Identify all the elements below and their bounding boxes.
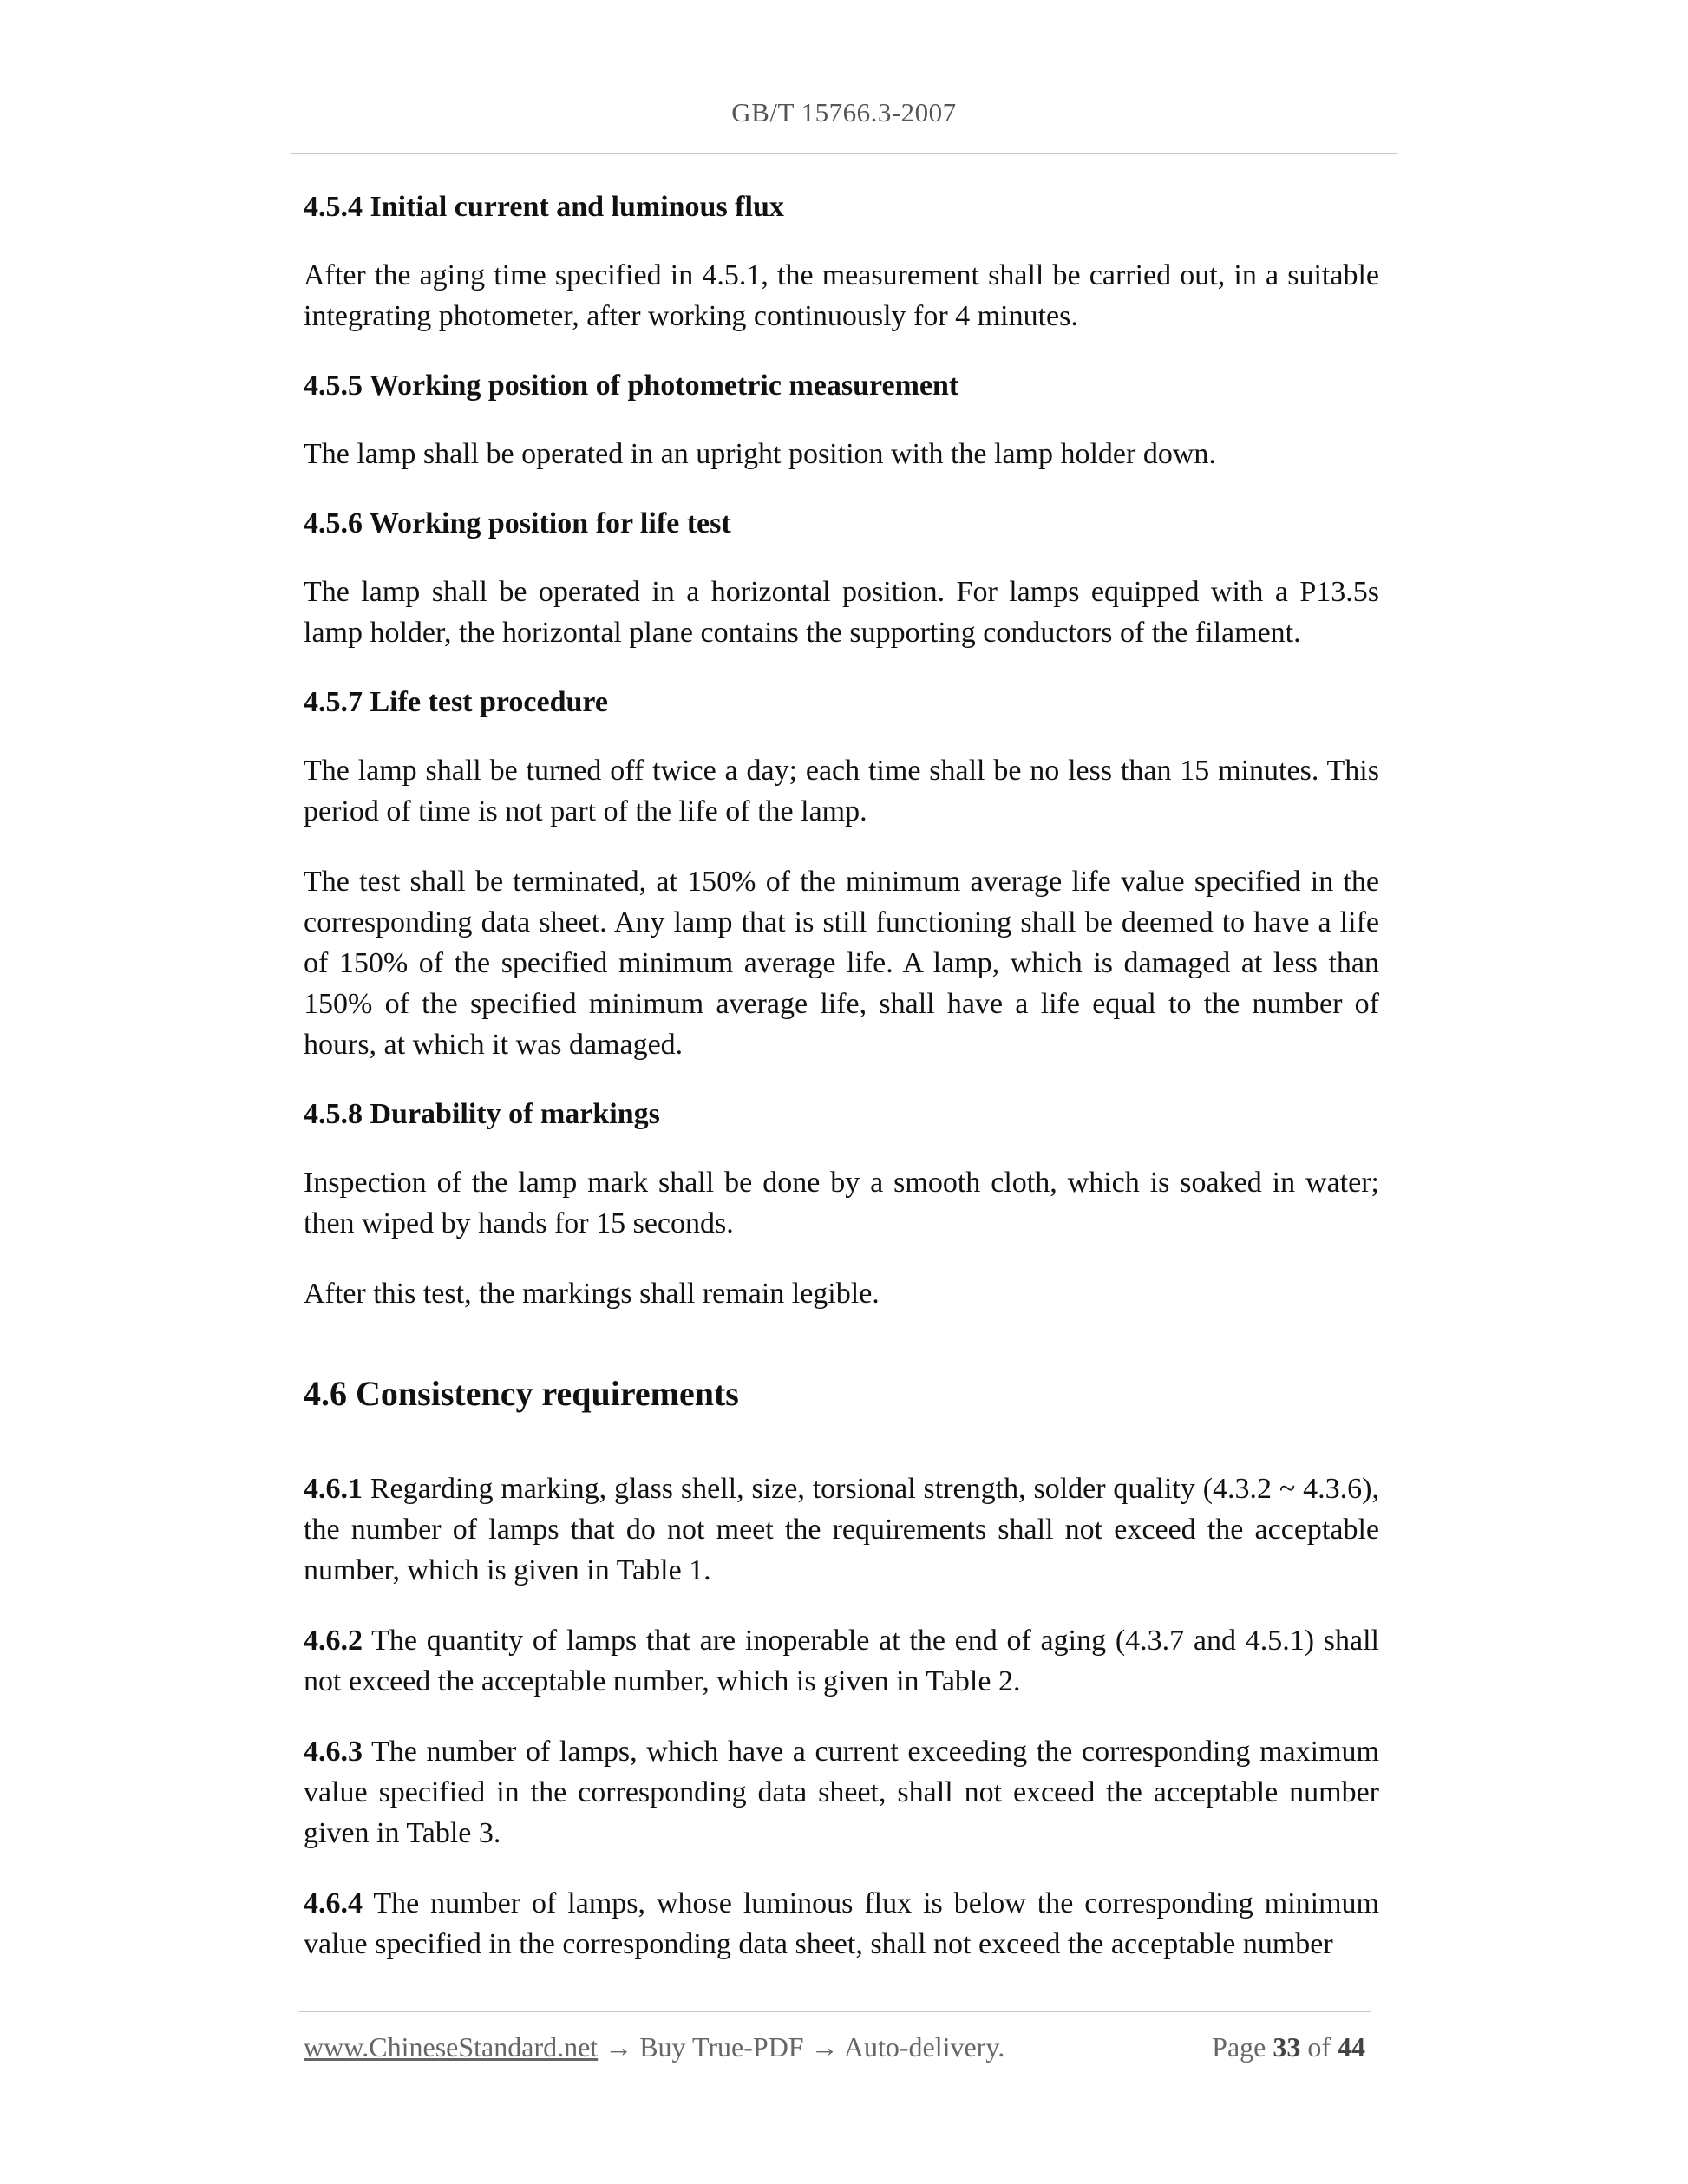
section-heading: 4.5.7 Life test procedure	[304, 686, 608, 718]
footer-promo	[304, 2031, 1004, 2063]
page-label: Page	[1212, 2031, 1266, 2063]
clause-text: The number of lamps, which have a current exceeding the corresponding maximum value specified in the corresponding data sheet, shall not exceed the acceptable number given in Table 3.	[304, 1736, 1379, 1849]
clause-text: The quantity of lamps that are inoperable at the end of aging (4.3.7 and 4.5.1) shall not exceed the acceptable number, which is given in Table 2.	[304, 1625, 1379, 1697]
clause-number: 4.6.3	[304, 1736, 363, 1768]
website-link[interactable]: www.ChineseStandard.net	[304, 2031, 599, 2063]
section-4-5-6	[304, 504, 1379, 653]
section-heading: 4.5.6 Working position for life test	[304, 507, 731, 539]
clause-4-6-4	[304, 1883, 1379, 1965]
clause-text: Regarding marking, glass shell, size, torsional strength, solder quality (4.3.2 ~ 4.3.6), the number of lamps that do not meet the requirements shall not exceed the acceptable number, which is given in Table 1.	[304, 1473, 1379, 1586]
auto-delivery-text: Auto-delivery.	[843, 2031, 1005, 2063]
clause-4-6-3	[304, 1731, 1379, 1854]
footer-divider	[298, 2011, 1371, 2012]
clause-number: 4.6.2	[304, 1625, 363, 1657]
clause-4-6-1	[304, 1468, 1379, 1591]
clause-text: The number of lamps, whose luminous flux is below the corresponding minimum value specified in the corresponding data sheet, shall not exceed the acceptable number	[304, 1887, 1379, 1960]
clause-number: 4.6.4	[304, 1887, 363, 1919]
total-pages: 44	[1338, 2031, 1365, 2063]
section-4-5-5	[304, 366, 1379, 474]
paragraph: The lamp shall be turned off twice a day; each time shall be no less than 15 minutes. This period of time is not part of the life of the lamp.	[304, 755, 1379, 827]
current-page: 33	[1273, 2031, 1301, 2063]
paragraph: Inspection of the lamp mark shall be done by a smooth cloth, which is soaked in water; then wiped by hands for 15 seconds.	[304, 1167, 1379, 1239]
paragraph: After this test, the markings shall remain legible.	[304, 1278, 880, 1310]
arrow-right-icon: →	[605, 2031, 633, 2063]
page-header-title: GB/T 15766.3-2007	[731, 97, 957, 128]
of-label: of	[1307, 2031, 1331, 2063]
page-number	[1212, 2031, 1365, 2063]
section-4-5-4	[304, 187, 1379, 337]
header-divider	[290, 153, 1398, 154]
arrow-right-icon: →	[810, 2031, 839, 2063]
section-heading: 4.5.8 Durability of markings	[304, 1098, 660, 1130]
section-heading: 4.5.5 Working position of photometric measurement	[304, 369, 959, 402]
clause-number: 4.6.1	[304, 1473, 363, 1505]
buy-pdf-text: Buy True-PDF	[639, 2031, 804, 2063]
paragraph: The lamp shall be operated in a horizontal position. For lamps equipped with a P13.5s lamp holder, the horizontal plane contains the supporting conductors of the filament.	[304, 576, 1379, 649]
paragraph: After the aging time specified in 4.5.1, the measurement shall be carried out, in a suitable integrating photometer, after working continuously for 4 minutes.	[304, 259, 1379, 332]
section-4-5-8	[304, 1095, 1379, 1314]
paragraph: The test shall be terminated, at 150% of the minimum average life value specified in the corresponding data sheet. Any lamp that is still functioning shall be deemed to have a life of 150% of the specified minimum average life. A lamp, which is damaged at less than 150% of the specified minimum average life, shall have a life equal to the number of hours, at which it was damaged.	[304, 866, 1379, 1061]
section-4-6-heading: 4.6 Consistency requirements	[304, 1374, 739, 1413]
clause-4-6-2	[304, 1620, 1379, 1702]
section-4-5-7	[304, 683, 1379, 1065]
paragraph: The lamp shall be operated in an upright position with the lamp holder down.	[304, 438, 1216, 470]
section-heading: 4.5.4 Initial current and luminous flux	[304, 191, 784, 223]
document-body	[304, 187, 1379, 1994]
